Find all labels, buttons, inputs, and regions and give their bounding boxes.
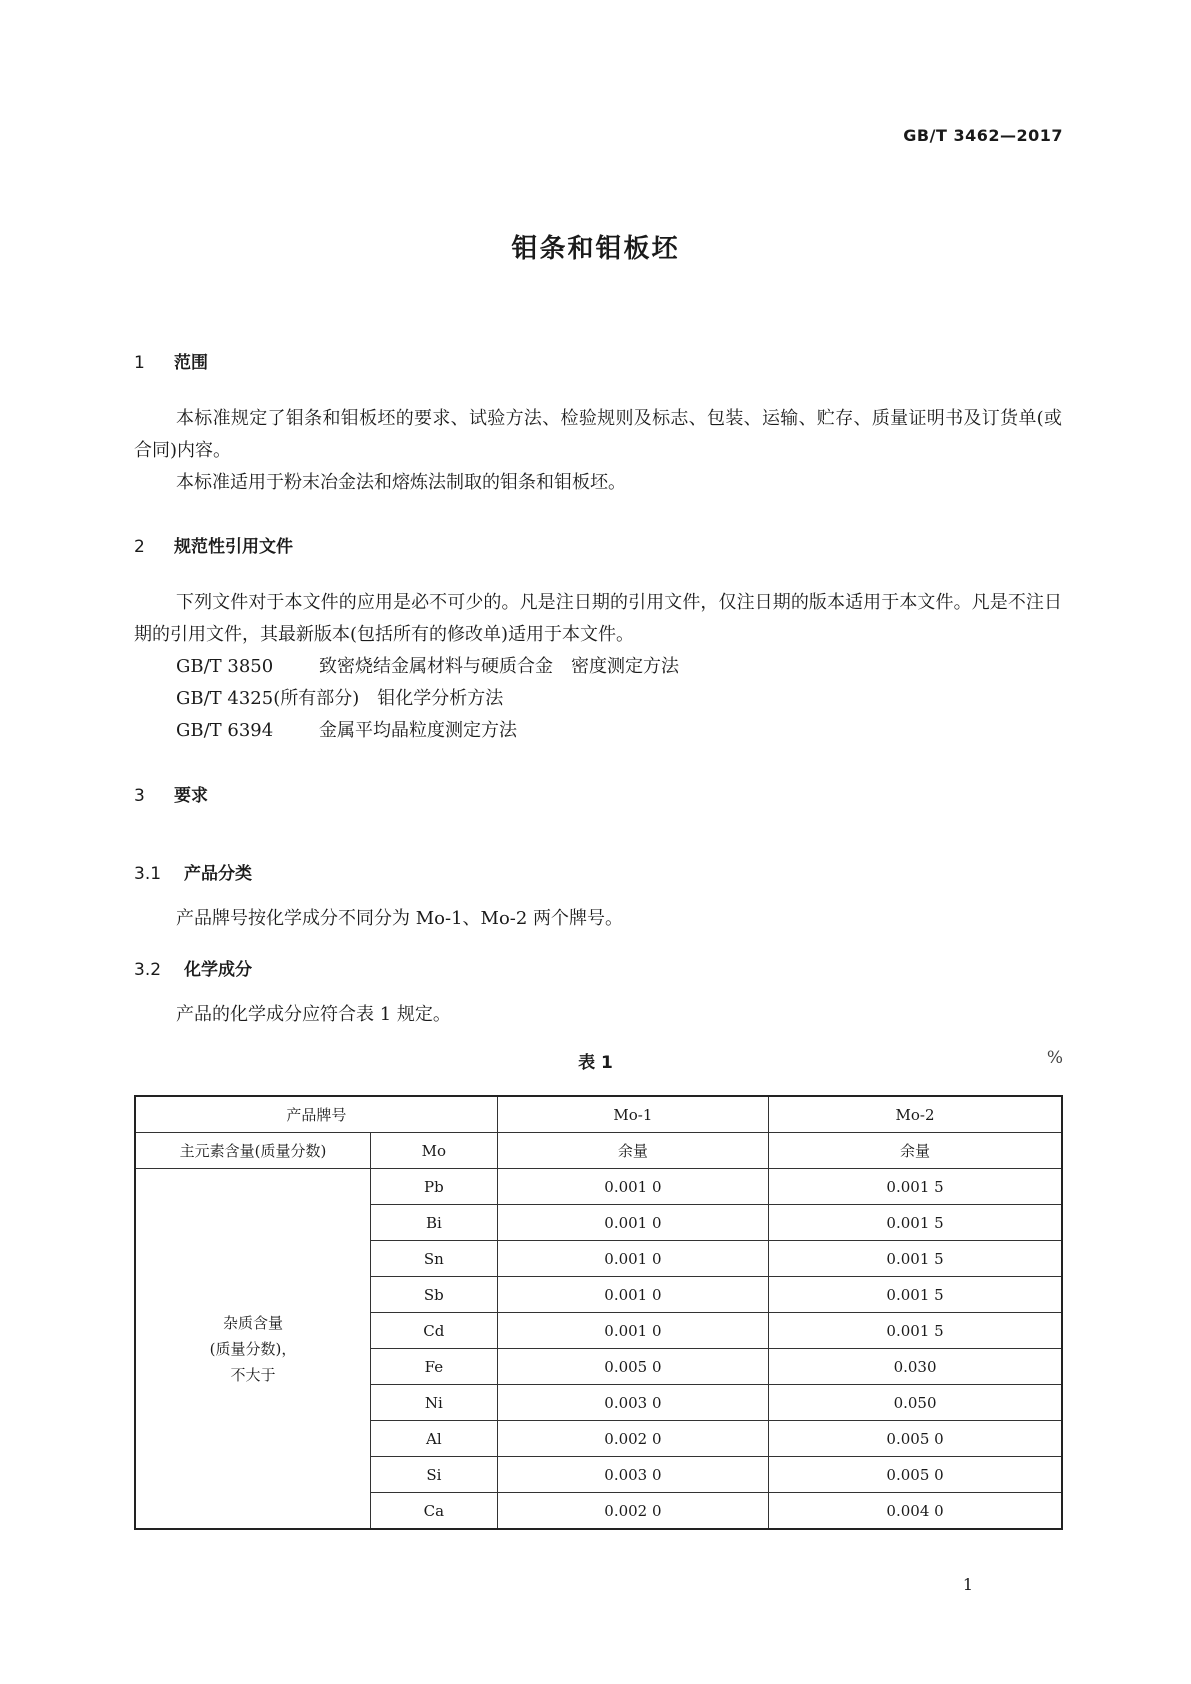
- table-header-row: [135, 1096, 1062, 1133]
- element-cell: Mo: [370, 1133, 497, 1169]
- value-cell: 0.001 5: [769, 1277, 1062, 1313]
- value-cell: 0.001 0: [497, 1241, 768, 1277]
- reference-code: GB/T 3850: [176, 656, 274, 677]
- value-cell: 0.002 0: [497, 1493, 768, 1530]
- section-title: 产品分类: [184, 864, 252, 884]
- element-cell: Sb: [370, 1277, 497, 1313]
- value-cell: 余量: [769, 1133, 1062, 1169]
- value-cell: 0.001 0: [497, 1277, 768, 1313]
- table-caption: 表 1: [578, 1053, 613, 1073]
- section-1-paragraph: 本标准规定了钼条和钼板坯的要求、试验方法、检验规则及标志、包装、运输、贮存、质量证明书及订货单(或合同)内容。: [134, 408, 1062, 461]
- section-3-2-paragraph: 产品的化学成分应符合表 1 规定。: [176, 1004, 451, 1025]
- section-number: 3.1: [134, 864, 162, 884]
- value-cell: 0.005 0: [769, 1457, 1062, 1493]
- reference-code: GB/T 6394: [176, 720, 274, 741]
- value-cell: 0.030: [769, 1349, 1062, 1385]
- table-row: [135, 1169, 1062, 1205]
- section-number: 2: [134, 537, 145, 557]
- element-cell: Sn: [370, 1241, 497, 1277]
- value-cell: 0.001 0: [497, 1169, 768, 1205]
- element-cell: Ca: [370, 1493, 497, 1530]
- value-cell: 0.002 0: [497, 1421, 768, 1457]
- value-cell: 0.001 0: [497, 1313, 768, 1349]
- value-cell: 0.004 0: [769, 1493, 1062, 1530]
- reference-code: GB/T 4325(所有部分): [176, 688, 360, 709]
- value-cell: 余量: [497, 1133, 768, 1169]
- element-cell: Fe: [370, 1349, 497, 1385]
- reference-title: 致密烧结金属材料与硬质合金 密度测定方法: [319, 656, 679, 677]
- section-title: 要求: [174, 786, 208, 806]
- section-1-heading: [134, 348, 208, 373]
- value-cell: 0.001 5: [769, 1205, 1062, 1241]
- value-cell: 0.005 0: [769, 1421, 1062, 1457]
- element-cell: Cd: [370, 1313, 497, 1349]
- page-number: 1: [962, 1575, 973, 1594]
- section-3-2-heading: [134, 955, 252, 980]
- impurity-label: [135, 1169, 370, 1530]
- section-number: 1: [134, 353, 145, 373]
- section-title: 规范性引用文件: [174, 537, 293, 557]
- value-cell: 0.001 5: [769, 1313, 1062, 1349]
- section-number: 3.2: [134, 960, 162, 980]
- reference-item: [176, 652, 679, 678]
- section-2-heading: [134, 532, 293, 557]
- reference-item: [176, 716, 517, 742]
- section-3-1-paragraph: 产品牌号按化学成分不同分为 Mo-1、Mo-2 两个牌号。: [176, 908, 624, 929]
- section-2-paragraph: 下列文件对于本文件的应用是必不可少的。凡是注日期的引用文件，仅注日期的版本适用于本文件。凡是不注日期的引用文件，其最新版本(包括所有的修改单)适用于本文件。: [134, 592, 1062, 645]
- document-title: 钼条和钼板坯: [511, 234, 680, 264]
- element-cell: Bi: [370, 1205, 497, 1241]
- impurity-label-line: 不大于: [230, 1365, 276, 1384]
- value-cell: 0.001 5: [769, 1169, 1062, 1205]
- value-cell: 0.001 5: [769, 1241, 1062, 1277]
- table-unit: %: [1046, 1048, 1063, 1068]
- chemical-composition-table: [134, 1095, 1063, 1530]
- element-cell: Ni: [370, 1385, 497, 1421]
- header-grade-label: 产品牌号: [135, 1096, 497, 1133]
- value-cell: 0.003 0: [497, 1385, 768, 1421]
- header-mo-1: Mo-1: [497, 1096, 768, 1133]
- value-cell: 0.050: [769, 1385, 1062, 1421]
- table-row: [135, 1133, 1062, 1169]
- section-title: 化学成分: [184, 960, 252, 980]
- section-3-1-heading: [134, 859, 252, 884]
- section-title: 范围: [174, 353, 208, 373]
- section-3-heading: [134, 781, 208, 806]
- header-mo-2: Mo-2: [769, 1096, 1062, 1133]
- value-cell: 0.005 0: [497, 1349, 768, 1385]
- main-element-label: 主元素含量(质量分数): [135, 1133, 370, 1169]
- element-cell: Al: [370, 1421, 497, 1457]
- reference-title: 金属平均晶粒度测定方法: [319, 720, 517, 741]
- impurity-label-line: 杂质含量: [222, 1313, 283, 1332]
- value-cell: 0.003 0: [497, 1457, 768, 1493]
- element-cell: Si: [370, 1457, 497, 1493]
- section-number: 3: [134, 786, 145, 806]
- impurity-label-line: (质量分数)，: [209, 1339, 297, 1358]
- element-cell: Pb: [370, 1169, 497, 1205]
- reference-item: [176, 684, 503, 710]
- reference-title: 钼化学分析方法: [377, 688, 504, 709]
- section-1-paragraph: 本标准适用于粉末冶金法和熔炼法制取的钼条和钼板坯。: [176, 472, 626, 493]
- value-cell: 0.001 0: [497, 1205, 768, 1241]
- standard-code: GB/T 3462—2017: [903, 126, 1063, 145]
